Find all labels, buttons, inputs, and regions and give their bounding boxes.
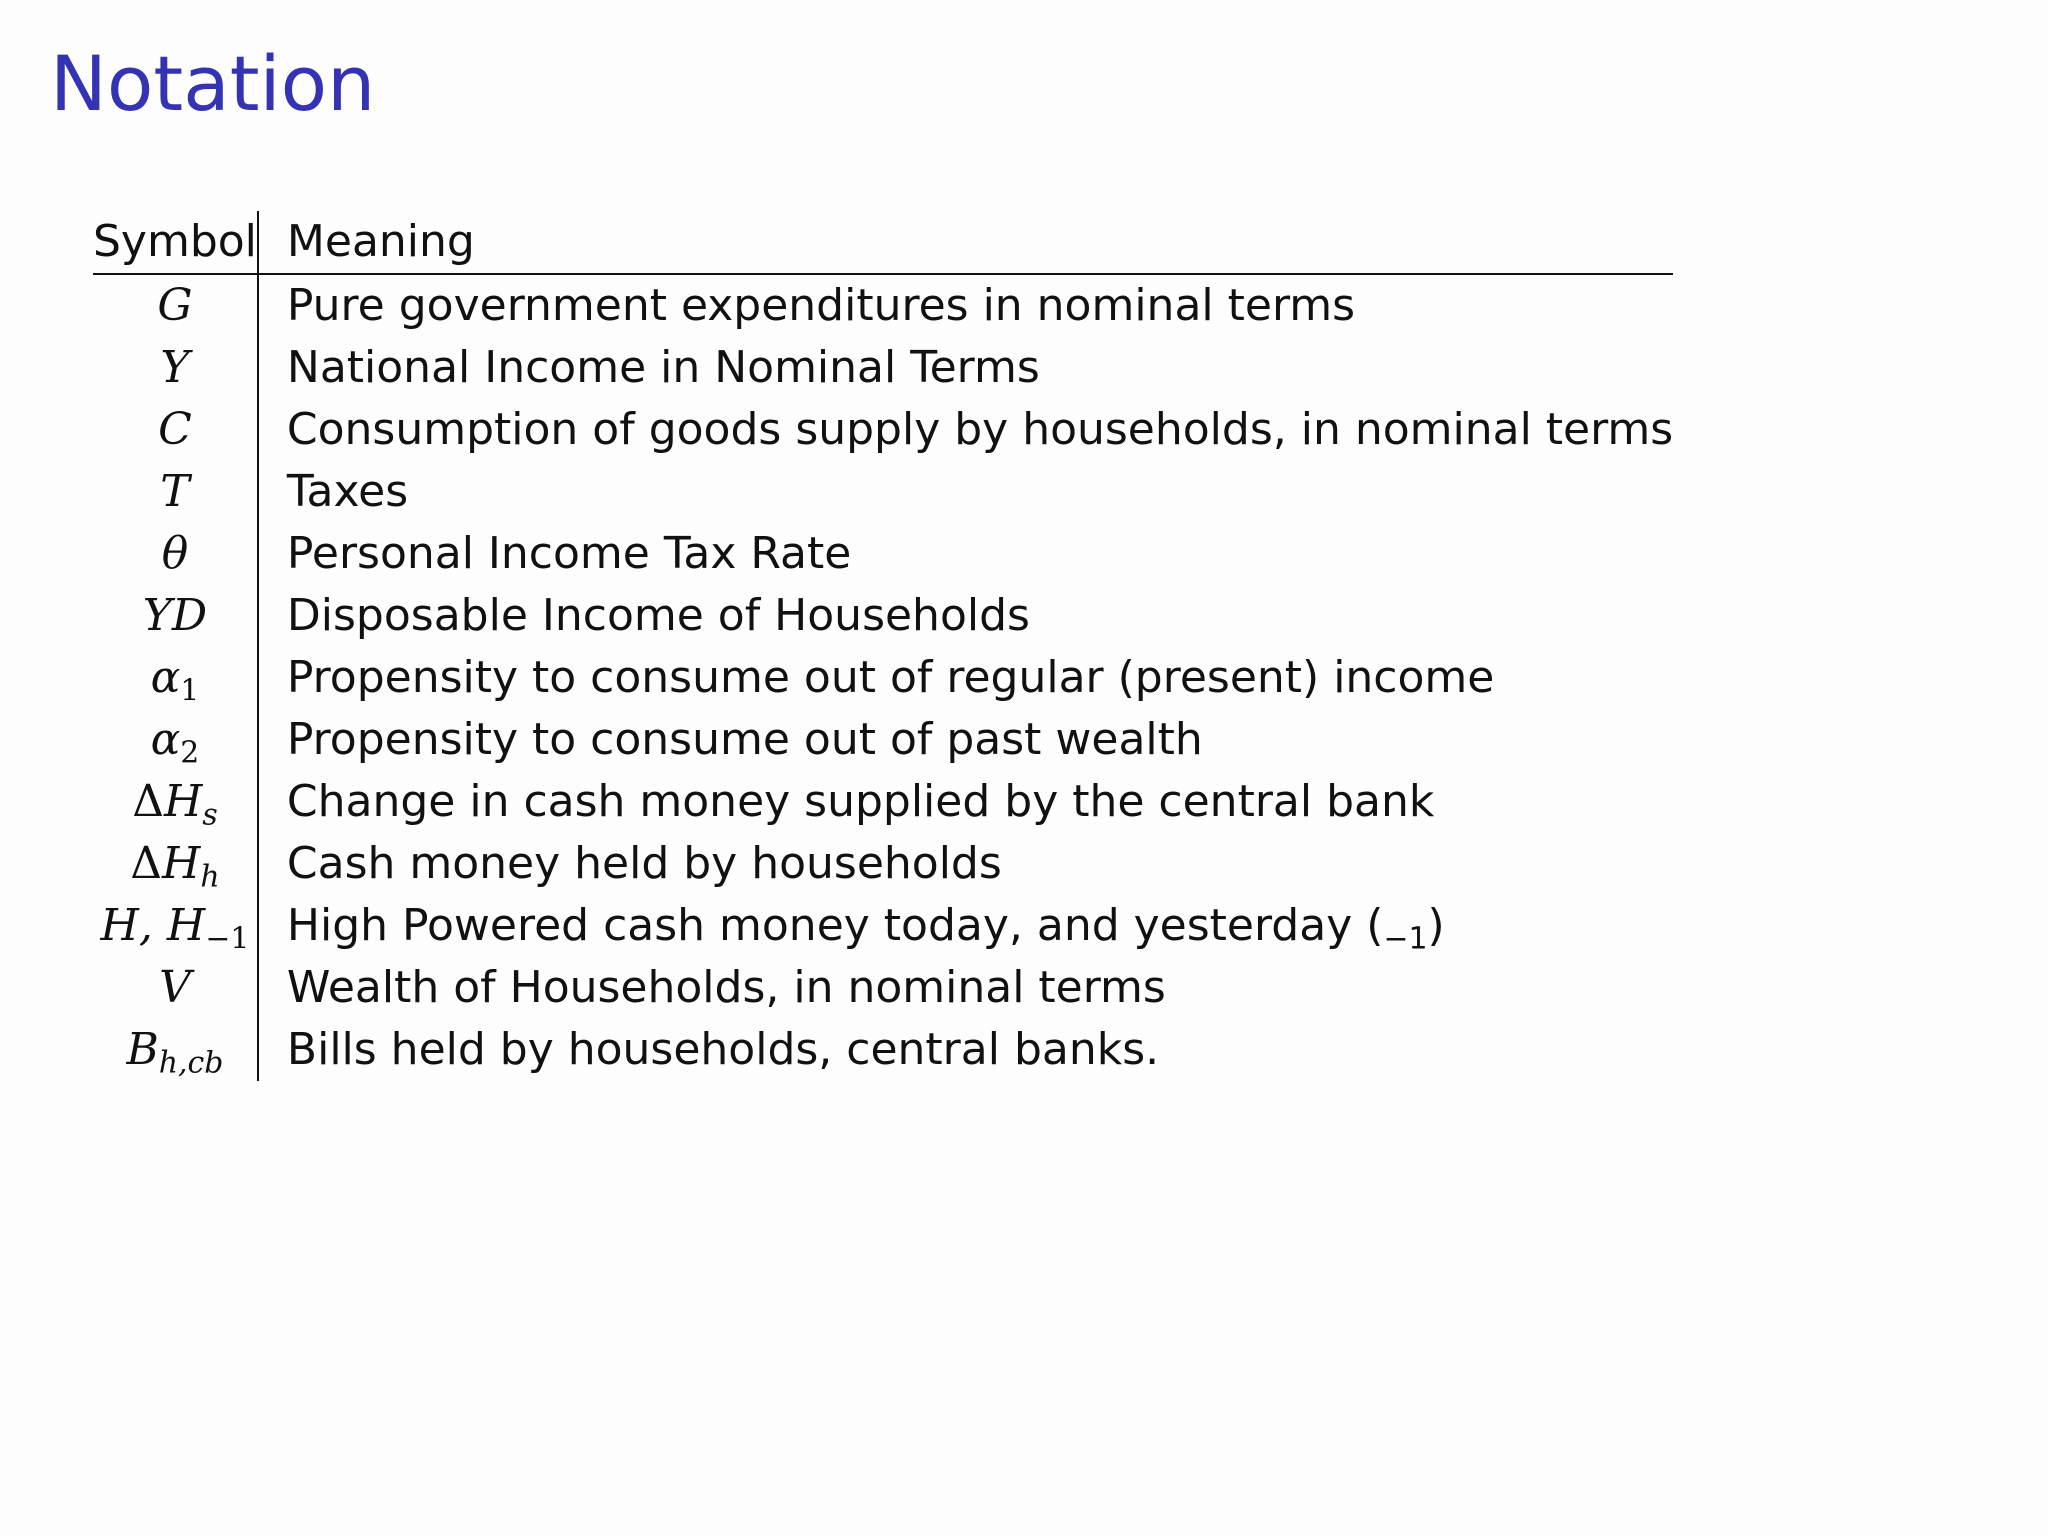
meaning-column-header: Meaning — [258, 211, 1673, 274]
meaning-cell: Propensity to consume out of regular (present) income — [286, 652, 1495, 703]
table-row — [93, 274, 1673, 337]
symbol-cell — [93, 833, 258, 895]
symbol-main: α — [150, 652, 181, 703]
symbol-cell: T — [93, 461, 258, 523]
symbol-main: H, H — [100, 900, 206, 951]
symbol-cell: Y — [93, 337, 258, 399]
meaning-subscript: −1 — [1383, 921, 1428, 957]
table-row — [93, 709, 1673, 771]
meaning-cell: Personal Income Tax Rate — [286, 528, 852, 579]
symbol-main: B — [126, 1024, 159, 1075]
symbol-column-header: Symbol — [93, 211, 258, 274]
meaning-cell: Change in cash money supplied by the central bank — [286, 776, 1435, 827]
symbol-main: H — [162, 838, 201, 889]
table-row — [93, 337, 1673, 399]
table-header-row — [93, 211, 1673, 274]
symbol-subscript: 2 — [180, 735, 200, 771]
table-row — [93, 771, 1673, 833]
slide-title: Notation — [50, 39, 376, 128]
symbol-subscript: s — [202, 797, 218, 833]
table-row — [93, 523, 1673, 585]
meaning-cell: Consumption of goods supply by households, in nominal terms — [286, 404, 1674, 455]
symbol-main: α — [150, 714, 181, 765]
symbol-main: H — [163, 776, 203, 827]
meaning-cell: Bills held by households, central banks. — [286, 1024, 1160, 1075]
table-row — [93, 399, 1673, 461]
symbol-cell — [93, 895, 258, 957]
symbol-subscript: 1 — [180, 673, 200, 709]
symbol-subscript: h — [200, 859, 220, 895]
meaning-cell: Cash money held by households — [286, 838, 1002, 889]
table-row — [93, 585, 1673, 647]
meaning-cell: Disposable Income of Households — [286, 590, 1030, 641]
table-row — [93, 1019, 1673, 1081]
meaning-cell: National Income in Nominal Terms — [286, 342, 1040, 393]
symbol-subscript: h,cb — [158, 1045, 224, 1081]
table-row — [93, 957, 1673, 1019]
meaning-cell — [258, 895, 1673, 957]
meaning-main: High Powered cash money today, and yesterday ( — [286, 900, 1384, 951]
symbol-cell: YD — [93, 585, 258, 647]
symbol-cell — [93, 1019, 258, 1081]
meaning-cell: Wealth of Households, in nominal terms — [286, 962, 1166, 1013]
symbol-cell — [93, 647, 258, 709]
table-row — [93, 833, 1673, 895]
symbol-cell — [93, 771, 258, 833]
notation-table — [93, 211, 1673, 1081]
delta-symbol: Δ — [130, 838, 163, 889]
symbol-cell: C — [93, 399, 258, 461]
delta-symbol: Δ — [132, 776, 164, 827]
meaning-end: ) — [1427, 900, 1445, 951]
table-row — [93, 647, 1673, 709]
symbol-cell — [93, 709, 258, 771]
meaning-cell: Pure government expenditures in nominal terms — [286, 280, 1356, 331]
symbol-subscript: −1 — [205, 921, 250, 957]
table-row — [93, 461, 1673, 523]
symbol-cell: G — [93, 274, 258, 337]
meaning-cell: Taxes — [286, 466, 409, 517]
symbol-cell: θ — [93, 523, 258, 585]
table-row — [93, 895, 1673, 957]
symbol-cell: V — [93, 957, 258, 1019]
meaning-cell: Propensity to consume out of past wealth — [286, 714, 1203, 765]
